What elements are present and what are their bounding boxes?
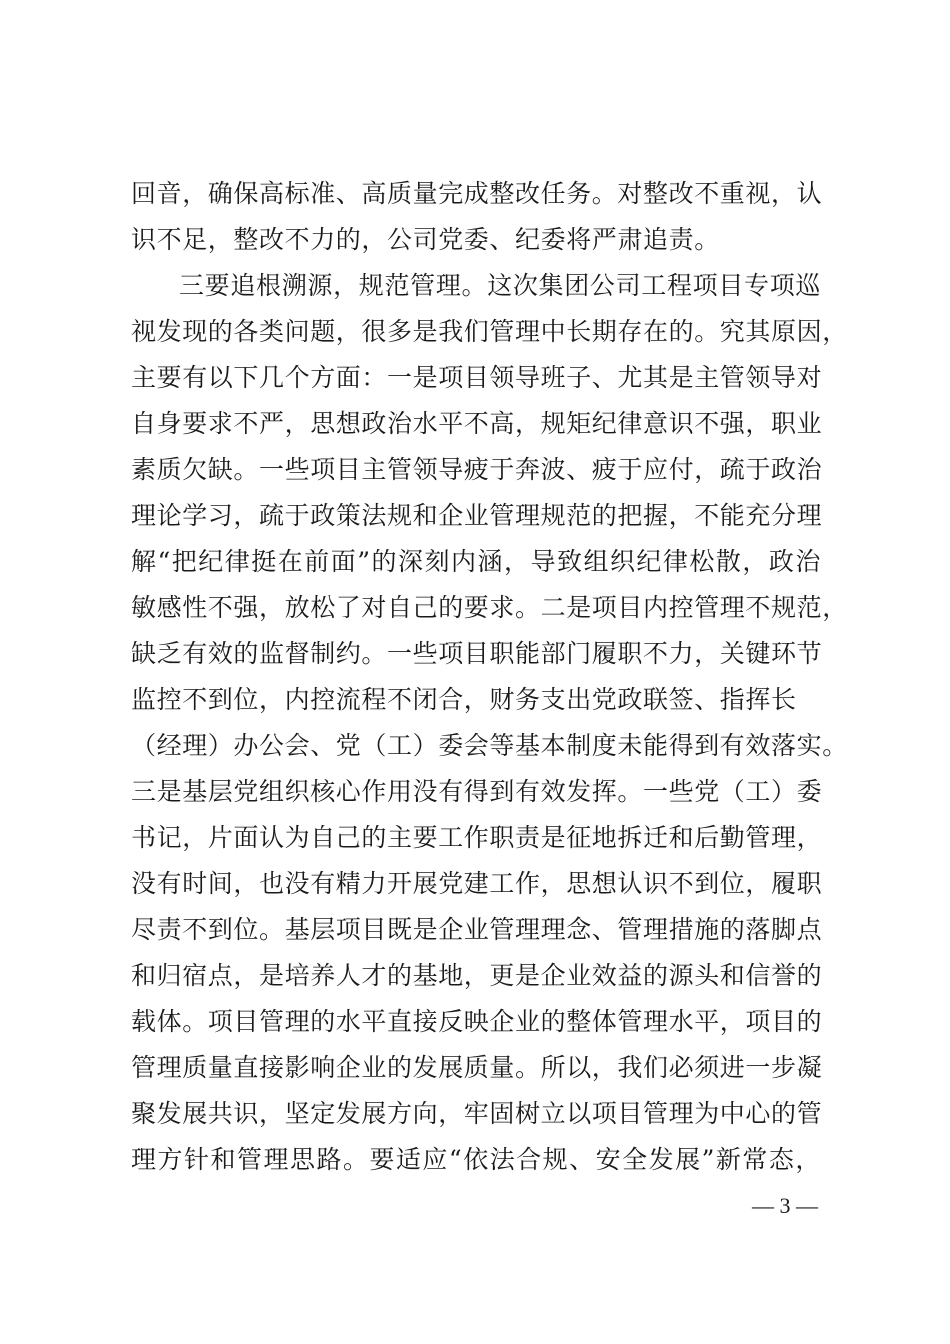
text-line: 自身要求不严，思想政治水平不高，规矩纪律意识不强，职业 bbox=[131, 409, 823, 438]
text-line: 管理质量直接影响企业的发展质量。所以，我们必须进一步凝 bbox=[131, 1053, 823, 1082]
text-line: （经理）办公会、党（工）委会等基本制度未能得到有效落实。 bbox=[131, 731, 848, 760]
text-line: 监控不到位，内控流程不闭合，财务支出党政联签、指挥长 bbox=[131, 685, 797, 714]
text-line: 理方针和管理思路。要适应“依法合规、安全发展”新常态， bbox=[131, 1145, 821, 1174]
text-line: 回音，确保高标准、高质量完成整改任务。对整改不重视，认 bbox=[131, 179, 823, 208]
text-line: 敏感性不强，放松了对自己的要求。二是项目内控管理不规范， bbox=[131, 593, 848, 622]
page-number: — 3 — bbox=[752, 1193, 818, 1218]
text-line: 载体。项目管理的水平直接反映企业的整体管理水平，项目的 bbox=[131, 1007, 823, 1036]
text-line: 主要有以下几个方面：一是项目领导班子、尤其是主管领导对 bbox=[131, 363, 823, 392]
text-line: 识不足，整改不力的，公司党委、纪委将严肃追责。 bbox=[131, 225, 720, 254]
text-line: 没有时间，也没有精力开展党建工作，思想认识不到位，履职 bbox=[131, 869, 823, 898]
text-line: 聚发展共识，坚定发展方向，牢固树立以项目管理为中心的管 bbox=[131, 1099, 823, 1128]
text-line: 理论学习，疏于政策法规和企业管理规范的把握，不能充分理 bbox=[131, 501, 823, 530]
text-line: 书记，片面认为自己的主要工作职责是征地拆迁和后勤管理， bbox=[131, 823, 823, 852]
text-line: 三是基层党组织核心作用没有得到有效发挥。一些党（工）委 bbox=[131, 777, 823, 806]
text-line: 解“把纪律挺在前面”的深刻内涵，导致组织纪律松散，政治 bbox=[131, 547, 821, 576]
text-line: 尽责不到位。基层项目既是企业管理理念、管理措施的落脚点 bbox=[131, 915, 823, 944]
text-line: 视发现的各类问题，很多是我们管理中长期存在的。究其原因， bbox=[131, 317, 848, 346]
text-line: 和归宿点，是培养人才的基地，更是企业效益的源头和信誉的 bbox=[131, 961, 823, 990]
paragraph-start-line: 三要追根溯源，规范管理。这次集团公司工程项目专项巡 bbox=[179, 271, 821, 300]
text-line: 缺乏有效的监督制约。一些项目职能部门履职不力，关键环节 bbox=[131, 639, 823, 668]
text-line: 素质欠缺。一些项目主管领导疲于奔波、疲于应付，疏于政治 bbox=[131, 455, 823, 484]
